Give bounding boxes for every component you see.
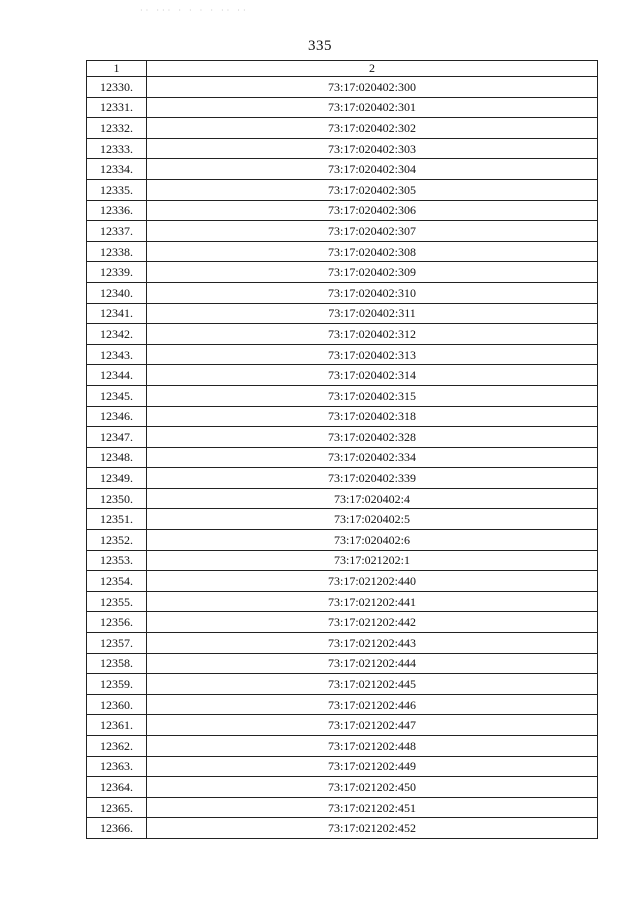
row-number-cell: 12335.	[87, 179, 147, 200]
row-number-cell: 12337.	[87, 221, 147, 242]
cadastral-number-cell: 73:17:021202:440	[147, 571, 598, 592]
cadastral-number-cell: 73:17:020402:318	[147, 406, 598, 427]
table-row	[87, 653, 598, 674]
cadastral-number-cell: 73:17:020402:339	[147, 468, 598, 489]
row-number-cell: 12340.	[87, 282, 147, 303]
table-row	[87, 200, 598, 221]
table-row	[87, 365, 598, 386]
cadastral-number-cell: 73:17:021202:443	[147, 633, 598, 654]
cadastral-number-cell: 73:17:020402:306	[147, 200, 598, 221]
table-row	[87, 97, 598, 118]
row-number-cell: 12365.	[87, 797, 147, 818]
cadastral-number-cell: 73:17:021202:452	[147, 818, 598, 839]
table-row	[87, 756, 598, 777]
column-header-number: 1	[87, 61, 147, 77]
table-row	[87, 694, 598, 715]
table-row	[87, 509, 598, 530]
table-row	[87, 406, 598, 427]
table-row	[87, 118, 598, 139]
table-body	[87, 77, 598, 839]
cadastral-number-cell: 73:17:021202:441	[147, 591, 598, 612]
cadastral-number-cell: 73:17:020402:311	[147, 303, 598, 324]
row-number-cell: 12364.	[87, 777, 147, 798]
table-row	[87, 488, 598, 509]
table-header-row	[87, 61, 598, 77]
table-row	[87, 221, 598, 242]
table-row	[87, 530, 598, 551]
row-number-cell: 12359.	[87, 674, 147, 695]
row-number-cell: 12345.	[87, 385, 147, 406]
cadastral-number-cell: 73:17:020402:310	[147, 282, 598, 303]
cadastral-number-cell: 73:17:020402:312	[147, 324, 598, 345]
table-row	[87, 159, 598, 180]
row-number-cell: 12354.	[87, 571, 147, 592]
table-row	[87, 591, 598, 612]
table-row	[87, 344, 598, 365]
row-number-cell: 12342.	[87, 324, 147, 345]
cadastral-number-cell: 73:17:021202:445	[147, 674, 598, 695]
cadastral-number-cell: 73:17:021202:1	[147, 550, 598, 571]
row-number-cell: 12363.	[87, 756, 147, 777]
cadastral-number-cell: 73:17:020402:5	[147, 509, 598, 530]
table-row	[87, 303, 598, 324]
table-row	[87, 736, 598, 757]
row-number-cell: 12332.	[87, 118, 147, 139]
row-number-cell: 12349.	[87, 468, 147, 489]
table-row	[87, 571, 598, 592]
table-row	[87, 77, 598, 98]
table-row	[87, 385, 598, 406]
row-number-cell: 12331.	[87, 97, 147, 118]
row-number-cell: 12352.	[87, 530, 147, 551]
cadastral-number-cell: 73:17:021202:442	[147, 612, 598, 633]
cadastral-number-cell: 73:17:020402:303	[147, 138, 598, 159]
table-row	[87, 715, 598, 736]
cadastral-number-cell: 73:17:020402:315	[147, 385, 598, 406]
cadastral-number-cell: 73:17:021202:449	[147, 756, 598, 777]
table-row	[87, 241, 598, 262]
cadastral-number-cell: 73:17:020402:6	[147, 530, 598, 551]
row-number-cell: 12347.	[87, 427, 147, 448]
table-row	[87, 447, 598, 468]
cadastral-number-cell: 73:17:020402:328	[147, 427, 598, 448]
row-number-cell: 12341.	[87, 303, 147, 324]
row-number-cell: 12338.	[87, 241, 147, 262]
cadastral-number-cell: 73:17:021202:448	[147, 736, 598, 757]
cadastral-number-cell: 73:17:020402:307	[147, 221, 598, 242]
cadastral-number-cell: 73:17:020402:302	[147, 118, 598, 139]
row-number-cell: 12360.	[87, 694, 147, 715]
row-number-cell: 12362.	[87, 736, 147, 757]
cadastral-number-cell: 73:17:021202:447	[147, 715, 598, 736]
cadastral-number-cell: 73:17:020402:314	[147, 365, 598, 386]
row-number-cell: 12330.	[87, 77, 147, 98]
cadastral-number-cell: 73:17:020402:300	[147, 77, 598, 98]
table-row	[87, 633, 598, 654]
cadastral-number-cell: 73:17:021202:450	[147, 777, 598, 798]
column-header-cadastral: 2	[147, 61, 598, 77]
cadastral-number-cell: 73:17:020402:313	[147, 344, 598, 365]
table-row	[87, 324, 598, 345]
row-number-cell: 12351.	[87, 509, 147, 530]
table-row	[87, 179, 598, 200]
row-number-cell: 12366.	[87, 818, 147, 839]
scan-artifact-dots: ·· ··· · · · · ·· ··	[140, 6, 249, 15]
row-number-cell: 12334.	[87, 159, 147, 180]
row-number-cell: 12339.	[87, 262, 147, 283]
table-row	[87, 612, 598, 633]
cadastral-number-cell: 73:17:021202:451	[147, 797, 598, 818]
row-number-cell: 12344.	[87, 365, 147, 386]
row-number-cell: 12361.	[87, 715, 147, 736]
table-row	[87, 138, 598, 159]
row-number-cell: 12355.	[87, 591, 147, 612]
table-row	[87, 674, 598, 695]
cadastral-number-cell: 73:17:020402:301	[147, 97, 598, 118]
row-number-cell: 12353.	[87, 550, 147, 571]
cadastral-number-cell: 73:17:020402:309	[147, 262, 598, 283]
row-number-cell: 12358.	[87, 653, 147, 674]
table-row	[87, 550, 598, 571]
table-row	[87, 797, 598, 818]
table-row	[87, 262, 598, 283]
row-number-cell: 12346.	[87, 406, 147, 427]
cadastral-number-cell: 73:17:020402:334	[147, 447, 598, 468]
row-number-cell: 12357.	[87, 633, 147, 654]
row-number-cell: 12336.	[87, 200, 147, 221]
table-row	[87, 468, 598, 489]
table-row	[87, 818, 598, 839]
cadastral-number-cell: 73:17:020402:308	[147, 241, 598, 262]
table-row	[87, 282, 598, 303]
cadastral-number-cell: 73:17:021202:444	[147, 653, 598, 674]
row-number-cell: 12350.	[87, 488, 147, 509]
page-number: 335	[308, 38, 332, 54]
table-row	[87, 427, 598, 448]
cadastral-number-cell: 73:17:020402:305	[147, 179, 598, 200]
registry-table	[86, 60, 598, 839]
cadastral-number-cell: 73:17:020402:4	[147, 488, 598, 509]
row-number-cell: 12348.	[87, 447, 147, 468]
cadastral-number-cell: 73:17:021202:446	[147, 694, 598, 715]
row-number-cell: 12333.	[87, 138, 147, 159]
cadastral-number-cell: 73:17:020402:304	[147, 159, 598, 180]
table-row	[87, 777, 598, 798]
row-number-cell: 12356.	[87, 612, 147, 633]
row-number-cell: 12343.	[87, 344, 147, 365]
